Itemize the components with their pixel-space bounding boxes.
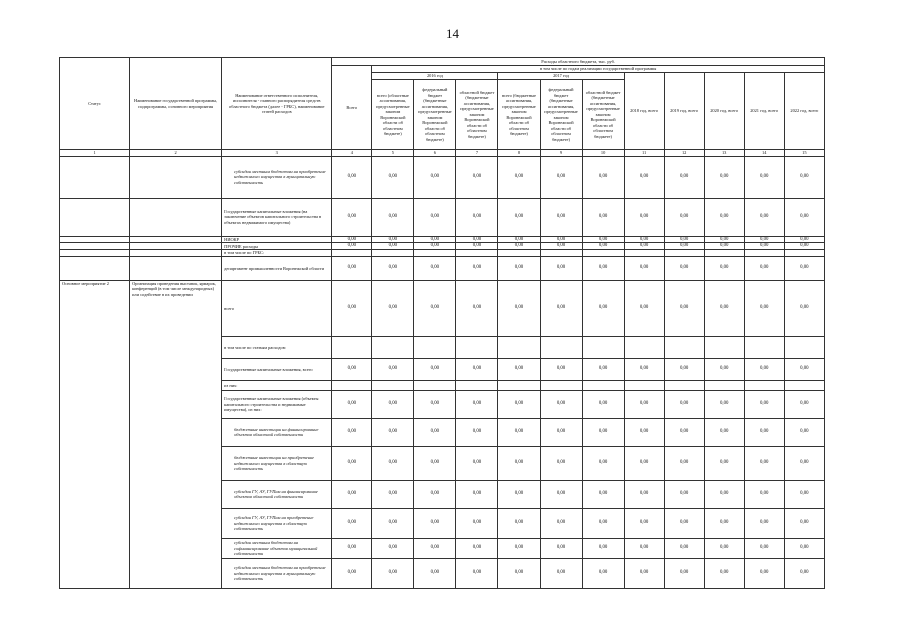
value-cell [624, 336, 664, 358]
page-number: 14 [446, 26, 459, 41]
value-cell: 0,00 [744, 243, 784, 250]
column-number: 14 [744, 150, 784, 157]
value-cell: 0,00 [540, 243, 582, 250]
column-number: 4 [332, 150, 372, 157]
value-cell: 0,00 [664, 508, 704, 538]
status-cell [60, 198, 130, 236]
value-cell [332, 380, 372, 390]
value-cell: 0,00 [664, 156, 704, 198]
value-cell: 0,00 [744, 446, 784, 480]
value-cell: 0,00 [582, 358, 624, 380]
expense-item-label: Государственные капитальные вложения (объекты капитального строительства и недвижимые имущества), из них: [222, 390, 332, 418]
value-cell: 0,00 [498, 256, 540, 280]
value-cell: 0,00 [456, 480, 498, 508]
value-cell: 0,00 [372, 538, 414, 558]
expense-item-label: из них: [222, 380, 332, 390]
value-cell: 0,00 [664, 256, 704, 280]
value-cell: 0,00 [372, 358, 414, 380]
value-cell: 0,00 [582, 446, 624, 480]
column-number: 10 [582, 150, 624, 157]
value-cell: 0,00 [456, 243, 498, 250]
value-cell: 0,00 [332, 280, 372, 336]
value-cell: 0,00 [456, 156, 498, 198]
value-cell: 0,00 [498, 446, 540, 480]
column-number: 3 [222, 150, 332, 157]
status-cell [60, 236, 130, 243]
value-cell [704, 336, 744, 358]
value-cell: 0,00 [498, 418, 540, 446]
value-cell: 0,00 [744, 198, 784, 236]
value-cell: 0,00 [540, 390, 582, 418]
program-cell [130, 243, 222, 250]
value-cell: 0,00 [372, 243, 414, 250]
expense-item-label: субсидии ГУ, АУ, ГУПам на финансирование объектов областной собственности [222, 480, 332, 508]
value-cell: 0,00 [332, 508, 372, 538]
value-cell: 0,00 [704, 446, 744, 480]
value-cell: 0,00 [624, 508, 664, 538]
expense-item-label: субсидии местным бюджетам на приобретение недвижимого имущества в муниципальную собственность [222, 156, 332, 198]
value-cell: 0,00 [784, 358, 824, 380]
value-cell [498, 336, 540, 358]
value-cell: 0,00 [784, 198, 824, 236]
value-cell: 0,00 [414, 538, 456, 558]
value-cell: 0,00 [498, 508, 540, 538]
value-cell: 0,00 [332, 256, 372, 280]
value-cell: 0,00 [540, 538, 582, 558]
column-number: 8 [498, 150, 540, 157]
value-cell: 0,00 [456, 446, 498, 480]
value-cell: 0,00 [624, 198, 664, 236]
value-cell: 0,00 [582, 156, 624, 198]
value-cell: 0,00 [744, 508, 784, 538]
value-cell [456, 380, 498, 390]
value-cell: 0,00 [498, 243, 540, 250]
value-cell: 0,00 [540, 236, 582, 243]
value-cell: 0,00 [664, 480, 704, 508]
value-cell [414, 380, 456, 390]
value-cell: 0,00 [704, 558, 744, 588]
value-cell: 0,00 [332, 418, 372, 446]
value-cell: 0,00 [704, 390, 744, 418]
value-cell: 0,00 [456, 558, 498, 588]
value-cell: 0,00 [540, 418, 582, 446]
value-cell: 0,00 [414, 446, 456, 480]
column-number: 5 [372, 150, 414, 157]
value-cell: 0,00 [540, 446, 582, 480]
value-cell: 0,00 [414, 418, 456, 446]
value-cell: 0,00 [332, 358, 372, 380]
value-cell: 0,00 [582, 480, 624, 508]
value-cell: 0,00 [498, 480, 540, 508]
value-cell: 0,00 [332, 156, 372, 198]
value-cell: 0,00 [704, 480, 744, 508]
value-cell: 0,00 [372, 558, 414, 588]
value-cell [498, 380, 540, 390]
budget-table [59, 57, 825, 589]
expense-item-label: всего [222, 280, 332, 336]
table-row [60, 198, 825, 236]
value-cell: 0,00 [498, 156, 540, 198]
value-cell: 0,00 [372, 156, 414, 198]
value-cell: 0,00 [540, 358, 582, 380]
value-cell: 0,00 [704, 256, 744, 280]
value-cell: 0,00 [744, 236, 784, 243]
program-cell [130, 256, 222, 280]
expense-item-label: бюджетные инвестиции на финансирование объектов областной собственности [222, 418, 332, 446]
value-cell: 0,00 [372, 256, 414, 280]
table-row [60, 280, 825, 336]
value-cell: 0,00 [704, 508, 744, 538]
program-cell: Организация проведения выставок, ярмарок, конференций (в том числе международных) или содействие в их проведении [130, 280, 222, 588]
value-cell: 0,00 [414, 156, 456, 198]
value-cell: 0,00 [704, 236, 744, 243]
header-year-2016: 2016 год [372, 73, 498, 80]
value-cell: 0,00 [498, 198, 540, 236]
value-cell: 0,00 [704, 538, 744, 558]
value-cell: 0,00 [624, 480, 664, 508]
column-number: 7 [456, 150, 498, 157]
expense-item-label: субсидии местным бюджетам на приобретение недвижимого имущества в муниципальную собственность [222, 558, 332, 588]
value-cell: 0,00 [498, 558, 540, 588]
value-cell: 0,00 [624, 280, 664, 336]
value-cell: 0,00 [414, 558, 456, 588]
expense-item-label: НИОКР [222, 236, 332, 243]
value-cell: 0,00 [664, 358, 704, 380]
expense-item-label: субсидии ГУ, АУ, ГУПам на приобретение недвижимого имущества в областную собственность [222, 508, 332, 538]
value-cell: 0,00 [664, 236, 704, 243]
value-cell: 0,00 [664, 198, 704, 236]
header-col-12: 2019 год, всего [664, 73, 704, 150]
value-cell: 0,00 [332, 558, 372, 588]
program-cell [130, 156, 222, 198]
value-cell [744, 336, 784, 358]
value-cell: 0,00 [784, 256, 824, 280]
value-cell: 0,00 [372, 390, 414, 418]
value-cell: 0,00 [664, 418, 704, 446]
value-cell: 0,00 [624, 236, 664, 243]
expense-item-label: Государственные капитальные вложения, всего [222, 358, 332, 380]
program-cell [130, 198, 222, 236]
value-cell: 0,00 [624, 538, 664, 558]
value-cell: 0,00 [784, 508, 824, 538]
value-cell: 0,00 [372, 480, 414, 508]
header-expenses-title: Расходы областного бюджета, тыс. руб. [332, 58, 825, 66]
value-cell: 0,00 [498, 280, 540, 336]
value-cell: 0,00 [624, 256, 664, 280]
value-cell: 0,00 [582, 418, 624, 446]
value-cell: 0,00 [414, 508, 456, 538]
value-cell [582, 336, 624, 358]
value-cell: 0,00 [456, 198, 498, 236]
value-cell: 0,00 [744, 480, 784, 508]
value-cell: 0,00 [582, 236, 624, 243]
value-cell: 0,00 [372, 446, 414, 480]
value-cell: 0,00 [624, 156, 664, 198]
value-cell: 0,00 [582, 256, 624, 280]
expense-item-label: Государственные капитальные вложения (на заключение объектов капитального строительства в объектах недвижимого имущества) [222, 198, 332, 236]
value-cell: 0,00 [784, 446, 824, 480]
value-cell: 0,00 [456, 358, 498, 380]
value-cell: 0,00 [540, 508, 582, 538]
value-cell: 0,00 [582, 508, 624, 538]
header-total: Всего [332, 66, 372, 150]
value-cell: 0,00 [332, 480, 372, 508]
value-cell [582, 380, 624, 390]
value-cell [540, 336, 582, 358]
value-cell: 0,00 [784, 480, 824, 508]
value-cell: 0,00 [414, 358, 456, 380]
value-cell: 0,00 [664, 390, 704, 418]
value-cell: 0,00 [498, 390, 540, 418]
value-cell: 0,00 [332, 390, 372, 418]
column-number: 6 [414, 150, 456, 157]
header-col-7: областной бюджет (бюджетные ассигнования, предусмотренные законом Воронежской области об областном бюджете) [456, 80, 498, 150]
value-cell: 0,00 [372, 418, 414, 446]
value-cell: 0,00 [784, 390, 824, 418]
column-number: 2 [130, 150, 222, 157]
value-cell [372, 380, 414, 390]
value-cell [540, 380, 582, 390]
expense-item-label: в том числе по ГРБС: [222, 250, 332, 257]
value-cell: 0,00 [414, 256, 456, 280]
expense-item-label: ПРОЧИЕ расходы [222, 243, 332, 250]
value-cell: 0,00 [664, 280, 704, 336]
value-cell: 0,00 [582, 243, 624, 250]
table-row [60, 243, 825, 250]
value-cell: 0,00 [540, 256, 582, 280]
program-cell [130, 236, 222, 243]
status-cell: Основное мероприятие 2 [60, 280, 130, 588]
value-cell: 0,00 [332, 243, 372, 250]
header-col-5: всего (областные ассигнования, предусмотренные законом Воронежской области об областном бюджете) [372, 80, 414, 150]
value-cell: 0,00 [540, 480, 582, 508]
value-cell: 0,00 [744, 358, 784, 380]
value-cell: 0,00 [744, 280, 784, 336]
value-cell: 0,00 [372, 280, 414, 336]
value-cell: 0,00 [784, 243, 824, 250]
value-cell: 0,00 [704, 418, 744, 446]
value-cell: 0,00 [372, 508, 414, 538]
value-cell: 0,00 [744, 156, 784, 198]
value-cell [624, 380, 664, 390]
value-cell: 0,00 [414, 280, 456, 336]
table-row [60, 256, 825, 280]
value-cell: 0,00 [332, 446, 372, 480]
value-cell: 0,00 [498, 538, 540, 558]
value-cell: 0,00 [744, 418, 784, 446]
header-col-13: 2020 год, всего [704, 73, 744, 150]
value-cell: 0,00 [744, 558, 784, 588]
value-cell: 0,00 [664, 538, 704, 558]
value-cell: 0,00 [498, 358, 540, 380]
value-cell [784, 336, 824, 358]
value-cell: 0,00 [456, 418, 498, 446]
value-cell: 0,00 [624, 390, 664, 418]
value-cell: 0,00 [456, 256, 498, 280]
value-cell: 0,00 [704, 243, 744, 250]
value-cell: 0,00 [744, 538, 784, 558]
header-program-name: Наименование государственной программы, подпрограммы, основного мероприятия [130, 58, 222, 150]
header-status: Статус [60, 58, 130, 150]
value-cell: 0,00 [372, 236, 414, 243]
value-cell: 0,00 [784, 280, 824, 336]
value-cell: 0,00 [784, 418, 824, 446]
value-cell [456, 336, 498, 358]
expense-item-label: департамент промышленности Воронежской области [222, 256, 332, 280]
value-cell [744, 380, 784, 390]
column-number: 11 [624, 150, 664, 157]
value-cell: 0,00 [414, 236, 456, 243]
header-col-11: 2018 год, всего [624, 73, 664, 150]
value-cell: 0,00 [784, 156, 824, 198]
value-cell: 0,00 [456, 390, 498, 418]
value-cell [784, 380, 824, 390]
value-cell: 0,00 [456, 538, 498, 558]
value-cell: 0,00 [414, 198, 456, 236]
value-cell: 0,00 [332, 236, 372, 243]
value-cell: 0,00 [582, 280, 624, 336]
value-cell: 0,00 [456, 508, 498, 538]
value-cell: 0,00 [540, 156, 582, 198]
value-cell: 0,00 [704, 358, 744, 380]
value-cell: 0,00 [332, 538, 372, 558]
header-by-years: в том числе по годам реализации государственной программы [372, 66, 825, 73]
value-cell: 0,00 [664, 446, 704, 480]
value-cell: 0,00 [624, 446, 664, 480]
status-cell [60, 256, 130, 280]
value-cell [704, 380, 744, 390]
column-number: 13 [704, 150, 744, 157]
value-cell: 0,00 [414, 480, 456, 508]
value-cell: 0,00 [414, 243, 456, 250]
value-cell: 0,00 [332, 198, 372, 236]
column-number: 15 [784, 150, 824, 157]
value-cell: 0,00 [582, 198, 624, 236]
header-col-10: областной бюджет (бюджетные ассигнования, предусмотренные законом Воронежской области об областном бюджете) [582, 80, 624, 150]
value-cell: 0,00 [582, 538, 624, 558]
value-cell: 0,00 [624, 358, 664, 380]
value-cell [414, 336, 456, 358]
value-cell: 0,00 [540, 198, 582, 236]
header-col-14: 2021 год, всего [744, 73, 784, 150]
value-cell [664, 336, 704, 358]
value-cell: 0,00 [744, 256, 784, 280]
expense-item-label: бюджетные инвестиции на приобретение недвижимого имущества в областную собственность [222, 446, 332, 480]
header-year-2017: 2017 год [498, 73, 624, 80]
status-cell [60, 156, 130, 198]
table-row [60, 156, 825, 198]
value-cell: 0,00 [704, 198, 744, 236]
value-cell: 0,00 [664, 243, 704, 250]
table-row [60, 236, 825, 243]
value-cell: 0,00 [624, 418, 664, 446]
value-cell: 0,00 [498, 236, 540, 243]
value-cell: 0,00 [624, 243, 664, 250]
column-number: 12 [664, 150, 704, 157]
value-cell: 0,00 [784, 538, 824, 558]
value-cell: 0,00 [744, 390, 784, 418]
value-cell: 0,00 [704, 280, 744, 336]
header-col-8: всего (бюджетные ассигнования, предусмотренные законом Воронежской области об областном бюджете) [498, 80, 540, 150]
value-cell: 0,00 [372, 198, 414, 236]
value-cell: 0,00 [414, 390, 456, 418]
column-number: 1 [60, 150, 130, 157]
value-cell: 0,00 [582, 558, 624, 588]
value-cell: 0,00 [704, 156, 744, 198]
value-cell: 0,00 [456, 280, 498, 336]
column-number: 9 [540, 150, 582, 157]
value-cell: 0,00 [582, 390, 624, 418]
value-cell [332, 336, 372, 358]
header-executor: Наименование ответственного исполнителя, исполнителя - главного распорядителя средств областного бюджета (далее - ГРБС), наименование статей расходов [222, 58, 332, 150]
value-cell: 0,00 [664, 558, 704, 588]
value-cell: 0,00 [784, 558, 824, 588]
value-cell: 0,00 [624, 558, 664, 588]
value-cell: 0,00 [784, 236, 824, 243]
header-col-15: 2022 год, всего [784, 73, 824, 150]
value-cell: 0,00 [540, 280, 582, 336]
expense-item-label: в том числе по статьям расходов: [222, 336, 332, 358]
value-cell [664, 380, 704, 390]
header-col-6: федеральный бюджет (бюджетные ассигнования, предусмотренные законом Воронежской области об областном бюджете) [414, 80, 456, 150]
value-cell: 0,00 [540, 558, 582, 588]
value-cell [372, 336, 414, 358]
value-cell: 0,00 [456, 236, 498, 243]
expense-item-label: субсидии местным бюджетам на софинансирование объектов муниципальной собственности [222, 538, 332, 558]
status-cell [60, 243, 130, 250]
header-col-9: федеральный бюджет (бюджетные ассигнования, предусмотренные законом Воронежской области об областном бюджете) [540, 80, 582, 150]
